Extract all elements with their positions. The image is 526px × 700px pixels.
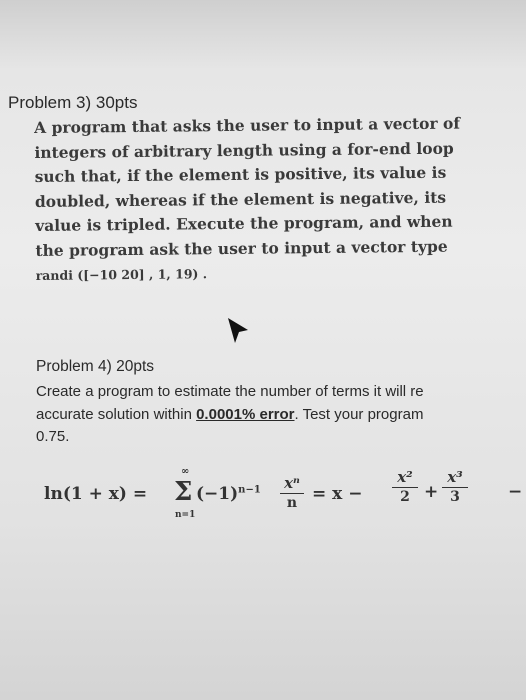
sum-upper-limit: ∞: [181, 466, 190, 477]
fraction-xn-n: xⁿ n: [280, 474, 304, 511]
mouse-pointer-icon: [226, 316, 252, 346]
problem4-text: . Test your program: [294, 405, 424, 423]
ln-series-formula: [44, 462, 526, 532]
formula-trailing-minus: −: [508, 482, 523, 502]
fraction-x3-3: x³ 3: [442, 468, 468, 505]
sum-symbol: Σ: [174, 477, 193, 507]
problem3-body: [34, 111, 486, 288]
problem3-line: A program that asks the user to input a vector of: [34, 113, 461, 137]
problem3-line: value is tripled. Execute the program, and when: [35, 211, 453, 236]
problem3-line: the program ask the user to input a vector type: [35, 236, 448, 260]
problem4-line: [36, 404, 526, 427]
problem4-text: accurate solution within: [36, 405, 197, 423]
problem4-body: [36, 381, 526, 449]
problem3-line: randi ([−10 20] , 1, 19) .: [35, 265, 208, 283]
problem4-title: Problem 4) 20pts: [36, 358, 155, 375]
sum-lower-limit: n=1: [175, 510, 196, 520]
problem4-line: Create a program to estimate the number of terms it will re: [36, 383, 424, 400]
problem3-line: integers of arbitrary length using a for-end loop: [34, 138, 454, 162]
formula-term: $(-1)^{n-1}$: [196, 484, 261, 504]
formula-lhs: ln(1 + x) =: [44, 484, 148, 504]
error-threshold: 0.0001% error: [196, 405, 295, 423]
problem3-title: Problem 3) 30pts: [8, 93, 138, 112]
problem3-line: such that, if the element is positive, its value is: [34, 162, 447, 187]
problem3-line: doubled, whereas if the element is negative, its: [34, 187, 447, 211]
formula-plus: +: [424, 482, 439, 502]
problem4-line: 0.75.: [36, 428, 70, 445]
formula-eq: = x −: [312, 484, 363, 504]
fraction-x2-2: x² 2: [392, 468, 418, 505]
